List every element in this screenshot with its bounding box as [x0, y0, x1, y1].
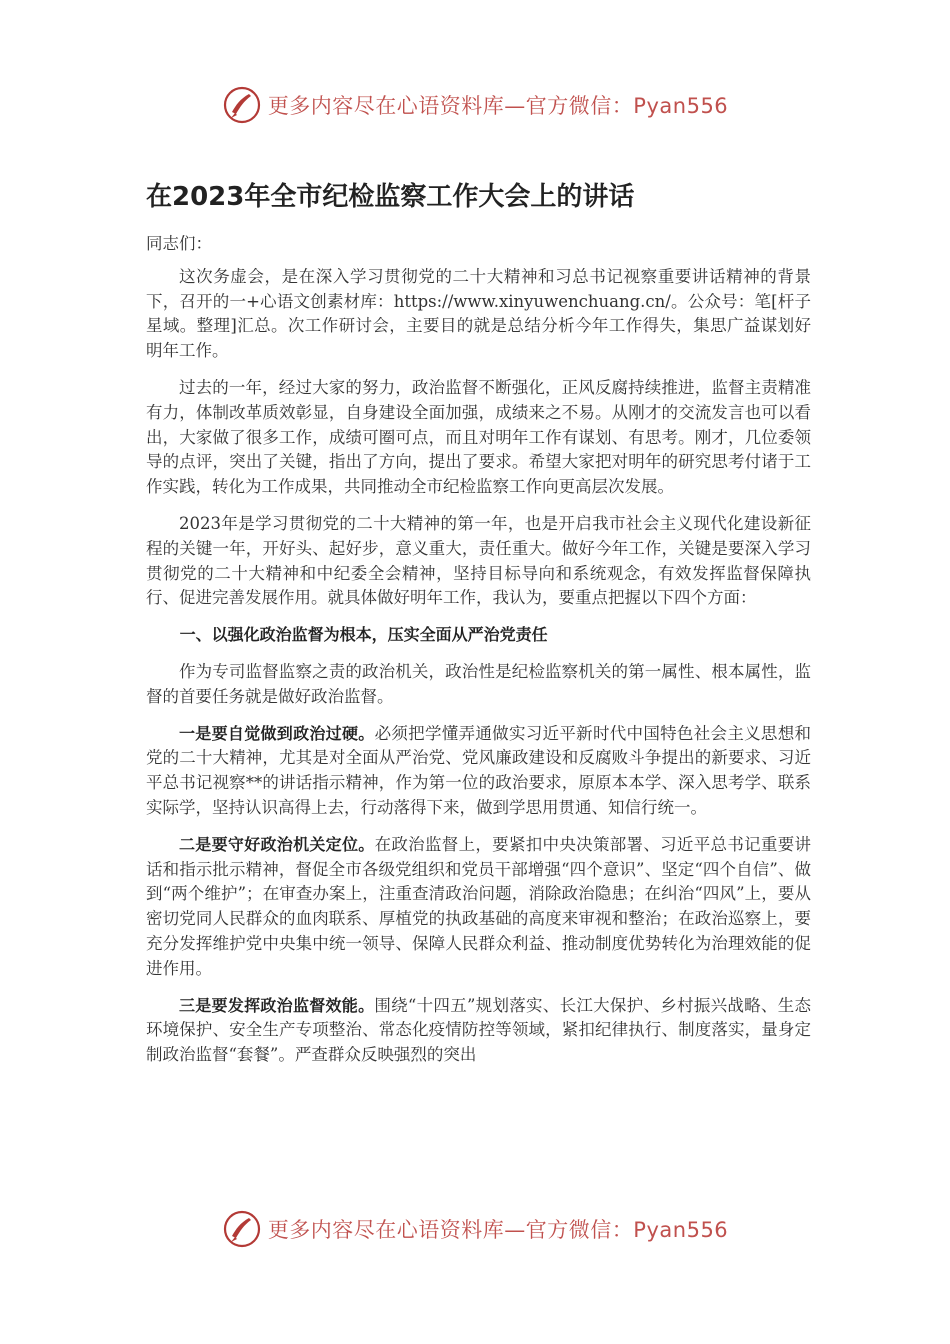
paragraph-5-body: 必须把学懂弄通做实习近平新时代中国特色社会主义思想和党的二十大精神，尤其是对全面从严治党、党风廉政建设和反腐败斗争提出的新要求、习近平总书记视察**的讲话指示精神，作为第一位的政治要求，原原本本学、深入思考学、联系实际学，坚持认识高得上去，行动落得下来，做到学思用贯通、知信行统一。	[146, 723, 811, 817]
paragraph-7	[146, 994, 811, 1068]
document-title: 在2023年全市纪检监察工作大会上的讲话	[146, 182, 635, 212]
paragraph-1: 这次务虚会，是在深入学习贯彻党的二十大精神和习总书记视察重要讲话精神的背景下，召开的一+心语文创素材库：https://www.xinyuwenchuang.cn/。公众号：笔[杆子星域。整理]汇总。次工作研讨会，主要目的就是总结分析今年工作得失，集思广益谋划好明年工作。	[146, 266, 811, 361]
pen-logo-icon	[222, 1209, 262, 1249]
paragraph-6-body: 在政治监督上，要紧扣中央决策部署、习近平总书记重要讲话和指示批示精神，督促全市各级党组织和党员干部增强“四个意识”、坚定“四个自信”、做到“两个维护”；在审查办案上，注重查清政治问题，消除政治隐患；在纠治“四风”上，要从密切党同人民群众的血肉联系、厚植党的执政基础的高度来审视和整治；在政治巡察上，要充分发挥维护党中央集中统一领导、保障人民群众利益、推动制度优势转化为治理效能的促进作用。	[146, 834, 811, 978]
paragraph-6	[146, 833, 811, 982]
footer-banner-text: 更多内容尽在心语资料库—官方微信：Pyan556	[267, 1218, 729, 1242]
header-banner-text: 更多内容尽在心语资料库—官方微信：Pyan556	[267, 94, 729, 118]
paragraph-7-lead: 三是要发挥政治监督效能。	[179, 995, 375, 1015]
paragraph-3: 2023年是学习贯彻党的二十大精神的第一年，也是开启我市社会主义现代化建设新征程的关键一年，开好头、起好步，意义重大，责任重大。做好今年工作，关键是要深入学习贯彻党的二十大精神和中纪委全会精神，坚持目标导向和系统观念，有效发挥监督保障执行、促进完善发展作用。就具体做好明年工作，我认为，要重点把握以下四个方面：	[146, 513, 811, 608]
paragraph-4: 作为专司监督监察之责的政治机关，政治性是纪检监察机关的第一属性、根本属性，监督的首要任务就是做好政治监督。	[146, 661, 811, 706]
paragraph-2: 过去的一年，经过大家的努力，政治监督不断强化，正风反腐持续推进，监督主责精准有力，体制改革质效彰显，自身建设全面加强，成绩来之不易。从刚才的交流发言也可以看出，大家做了很多工作，成绩可圈可点，而且对明年工作有谋划、有思考。刚才，几位委领导的点评，突出了关键，指出了方向，提出了要求。希望大家把对明年的研究思考付诸于工作实践，转化为工作成果，共同推动全市纪检监察工作向更高层次发展。	[146, 377, 811, 497]
paragraph-5	[146, 722, 811, 821]
footer-banner	[0, 1206, 950, 1252]
paragraph-5-lead: 一是要自觉做到政治过硬。	[179, 723, 375, 743]
greeting: 同志们：	[146, 234, 212, 253]
paragraph-7-body: 围绕“十四五”规划落实、长江大保护、乡村振兴战略、生态环境保护、安全生产专项整治、常态化疫情防控等领域，紧扣纪律执行、制度落实，量身定制政治监督“套餐”。严查群众反映强烈的突出	[146, 995, 811, 1065]
header-banner	[0, 82, 950, 128]
section-heading-1: 一、以强化政治监督为根本，压实全面从严治党责任	[179, 625, 548, 645]
document-body	[146, 232, 811, 1080]
pen-logo-icon	[222, 85, 262, 125]
paragraph-6-lead: 二是要守好政治机关定位。	[179, 834, 375, 854]
